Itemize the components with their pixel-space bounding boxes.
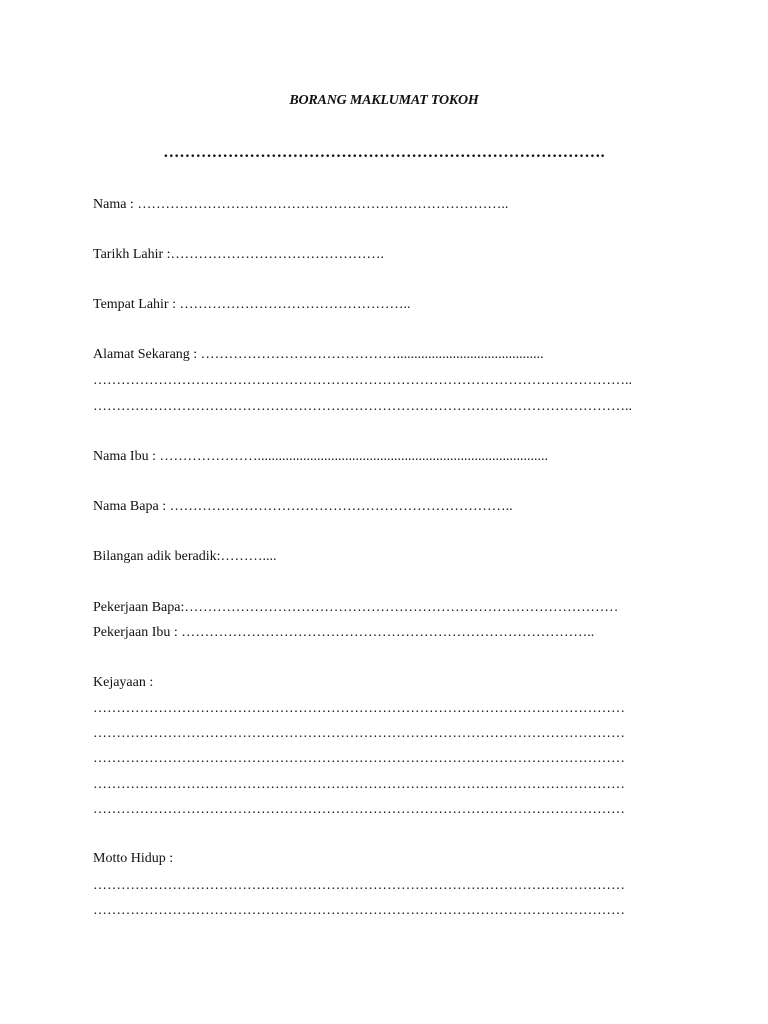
motto-line-1: …………………………………………………………………………………………………… [93,878,625,893]
field-motto-hidup-label: Motto Hidup : [93,851,174,866]
kejayaan-line-2: …………………………………………………………………………………………………… [93,726,625,741]
field-alamat-line-3: …………………………………………………………………………………………………….. [93,399,632,414]
field-alamat-sekarang: Alamat Sekarang : …………………………………….......................................... [93,347,544,362]
motto-line-2: …………………………………………………………………………………………………… [93,903,625,918]
field-nama-ibu: Nama Ibu : …………………................................................................................... [93,449,548,464]
field-kejayaan-label: Kejayaan : [93,675,154,690]
field-nama: Nama : …………………………………………………………………….. [93,197,509,212]
field-pekerjaan-bapa: Pekerjaan Bapa:………………………………………………………………………………… [93,600,619,615]
kejayaan-line-4: …………………………………………………………………………………………………… [93,777,625,792]
field-bilangan-adik-beradik: Bilangan adik beradik:……….... [93,549,277,564]
field-nama-bapa: Nama Bapa : ……………………………………………………………….. [93,499,513,514]
field-alamat-line-2: …………………………………………………………………………………………………….. [93,373,632,388]
field-pekerjaan-ibu: Pekerjaan Ibu : …………………………………………………………………………….. [93,625,595,640]
kejayaan-line-5: …………………………………………………………………………………………………… [93,802,625,817]
form-title: BORANG MAKLUMAT TOKOH [289,93,479,108]
kejayaan-line-3: …………………………………………………………………………………………………… [93,751,625,766]
subject-name-blank: ………………………………………………………………………. [163,144,605,161]
kejayaan-line-1: …………………………………………………………………………………………………… [93,701,625,716]
field-tarikh-lahir: Tarikh Lahir :………………………………………. [93,247,385,262]
field-tempat-lahir: Tempat Lahir : ………………………………………….. [93,297,411,312]
